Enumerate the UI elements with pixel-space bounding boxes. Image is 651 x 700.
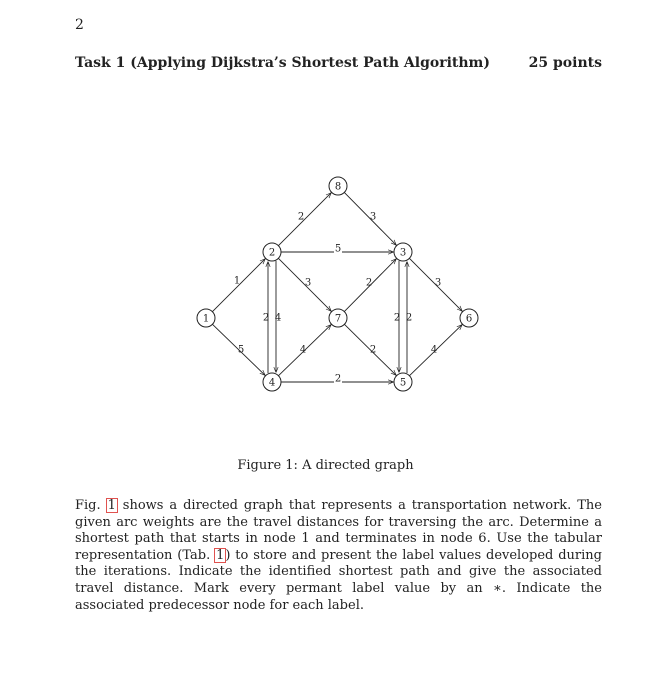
arc-weight-5-to-3: 2 bbox=[405, 312, 413, 324]
task-description bbox=[75, 498, 602, 614]
node-4 bbox=[263, 373, 281, 391]
task-points: 25 points bbox=[528, 55, 602, 71]
node-5 bbox=[394, 373, 412, 391]
graph-svg bbox=[190, 168, 490, 400]
node-7 bbox=[329, 309, 347, 327]
arc-weight-2-to-8: 2 bbox=[297, 211, 305, 223]
table-reference-link[interactable]: 1 bbox=[216, 547, 225, 563]
arc-weight-1-to-4: 5 bbox=[237, 344, 245, 356]
arcs-layer bbox=[212, 192, 462, 382]
node-label-6: 6 bbox=[465, 313, 473, 325]
node-label-7: 7 bbox=[334, 313, 342, 325]
node-label-3: 3 bbox=[399, 247, 407, 259]
arc-weight-5-to-6: 4 bbox=[430, 344, 438, 356]
figure-reference-link[interactable]: 1 bbox=[107, 498, 116, 513]
arc-weight-2-to-4: 2 bbox=[262, 312, 270, 324]
arc-weight-7-to-3: 2 bbox=[365, 277, 373, 289]
node-label-8: 8 bbox=[334, 181, 342, 193]
arc-weight-7-to-5: 2 bbox=[369, 344, 377, 356]
task-title: Task 1 (Applying Dijkstra’s Shortest Path Algorithm) bbox=[75, 55, 490, 71]
node-1 bbox=[197, 309, 215, 327]
arc-weight-3-to-6: 3 bbox=[434, 277, 442, 289]
page-number: 2 bbox=[75, 17, 84, 33]
arc-weight-4-to-5: 2 bbox=[334, 373, 342, 385]
arc-weight-3-to-5: 2 bbox=[393, 312, 401, 324]
task-header bbox=[75, 55, 602, 77]
node-label-4: 4 bbox=[268, 377, 276, 389]
weights-layer bbox=[234, 212, 441, 385]
node-label-2: 2 bbox=[268, 247, 276, 259]
description-part-2: shows a directed graph that represents a transportation network. The given arc weights are the travel distances for traversing the arc. Determine a shortest path that starts in node 1 and terminates in node 6. Use the tabular representation (Tab. bbox=[75, 498, 602, 563]
arc-2-to-8 bbox=[278, 193, 331, 246]
description-part-1: Fig. bbox=[75, 498, 107, 513]
arc-weight-2-to-7: 3 bbox=[304, 277, 312, 289]
arc-weight-1-to-2: 1 bbox=[233, 275, 241, 287]
node-label-1: 1 bbox=[202, 313, 210, 325]
node-8 bbox=[329, 177, 347, 195]
directed-graph-figure bbox=[190, 168, 490, 400]
node-6 bbox=[460, 309, 478, 327]
node-3 bbox=[394, 243, 412, 261]
description-part-3: ) to store and present the label values developed during the iterations. Indicate the identified shortest path and give the associated travel distance. Mark every permant label value by an ∗. Indicate the associated predecessor node for each label. bbox=[75, 547, 602, 613]
arc-weight-4-to-2: 4 bbox=[274, 312, 282, 324]
arc-weight-8-to-3: 3 bbox=[369, 211, 377, 223]
figure-caption: Figure 1: A directed graph bbox=[237, 458, 414, 473]
arc-weight-4-to-7: 4 bbox=[299, 344, 307, 356]
node-label-5: 5 bbox=[399, 377, 407, 389]
arc-weight-2-to-3: 5 bbox=[334, 243, 342, 255]
node-2 bbox=[263, 243, 281, 261]
